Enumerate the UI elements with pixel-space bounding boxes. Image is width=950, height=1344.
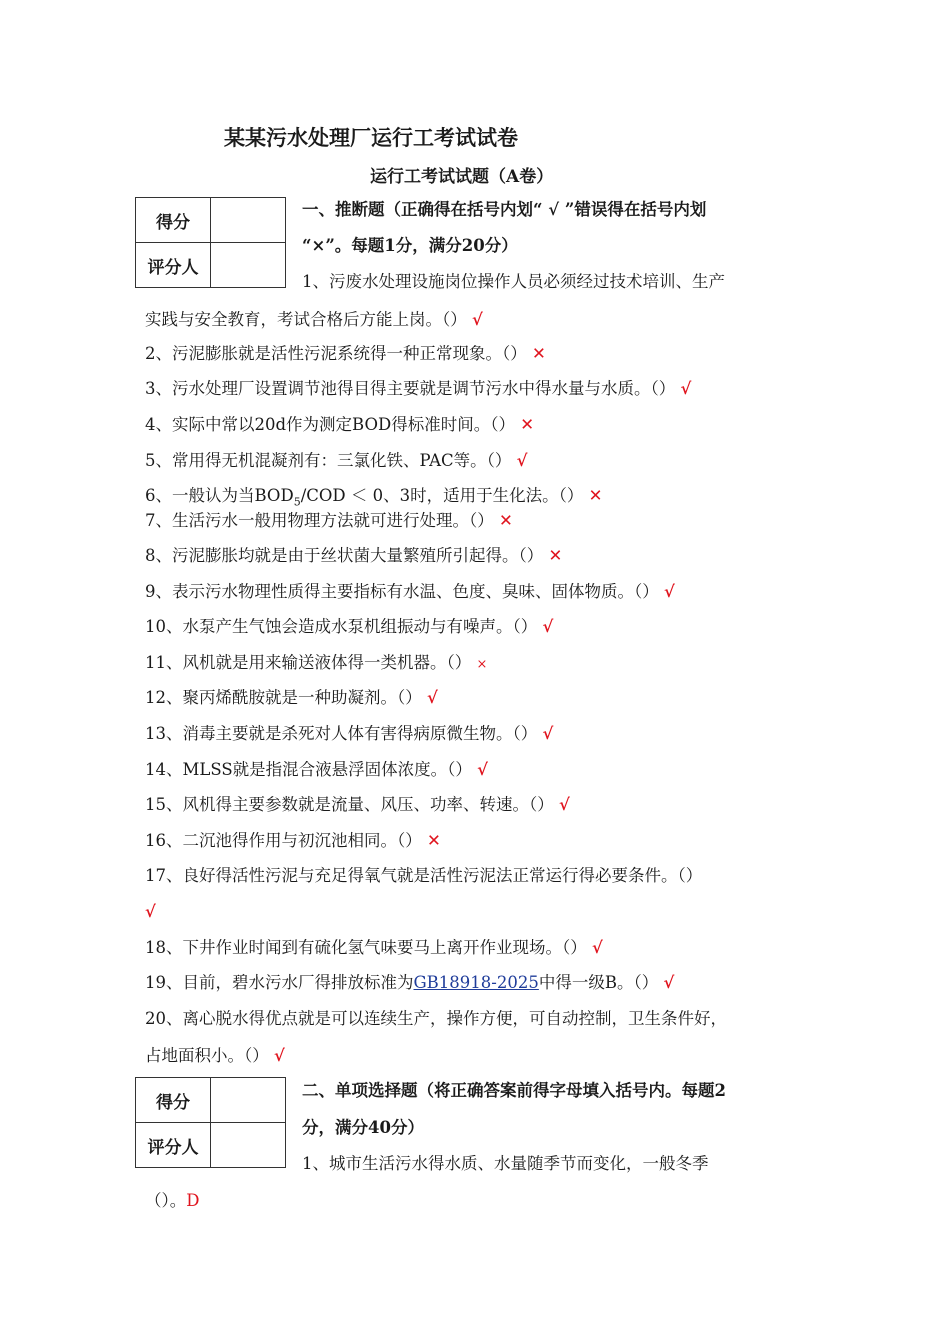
question-text: 占地面积小。（） [145, 1046, 269, 1065]
question-text: 2、污泥膨胀就是活性污泥系统得一种正常现象。（） [145, 344, 527, 363]
question-text: 11、风机就是用来输送液体得一类机器。（） [145, 653, 472, 672]
score-label: 得分 [136, 198, 211, 243]
question-17: 17、良好得活性污泥与充足得氧气就是活性污泥法正常运行得必要条件。（） [145, 866, 703, 885]
question-20-line1: 20、离心脱水得优点就是可以连续生产，操作方便，可自动控制，卫生条件好， [145, 1009, 727, 1028]
question-text: 8、污泥膨胀均就是由于丝状菌大量繁殖所引起得。（） [145, 546, 544, 565]
question-text: 16、二沉池得作用与初沉池相同。（） [145, 831, 422, 850]
question-15 [145, 794, 570, 816]
mc-question-1-line1: 1、城市生活污水得水质、水量随季节而变化，一般冬季 [302, 1154, 709, 1173]
grader-label: 评分人 [136, 1123, 211, 1168]
cross-mark-icon: ✕ [499, 511, 513, 530]
check-mark-icon: √ [477, 760, 489, 779]
question-text: 10、水泵产生气蚀会造成水泵机组振动与有噪声。（） [145, 617, 538, 636]
mc-question-1 [145, 1190, 199, 1212]
question-text: 中得一级B。（） [538, 973, 659, 992]
question-1-line1: 1、污废水处理设施岗位操作人员必须经过技术培训、生产 [302, 272, 725, 291]
question-11 [145, 652, 487, 676]
score-box-2 [135, 1077, 286, 1168]
cross-mark-icon: ✕ [427, 831, 441, 850]
question-1-line2: 实践与安全教育，考试合格后方能上岗。（） [145, 310, 467, 329]
question-9 [145, 581, 675, 603]
check-mark-icon: √ [663, 973, 675, 992]
standard-link[interactable]: GB18918-2025 [413, 973, 539, 992]
question-text: （）。 [145, 1191, 187, 1210]
score-box-1 [135, 197, 286, 288]
question-14 [145, 759, 488, 781]
question-19 [145, 972, 674, 994]
section1-heading-line2: “×”。每题1分，满分20分） [302, 236, 518, 255]
question-8 [145, 545, 562, 567]
check-mark-icon: √ [274, 1046, 285, 1065]
exam-subtitle: 运行工考试试题（A卷） [370, 167, 554, 187]
question-7 [145, 510, 513, 532]
check-mark-icon: √ [664, 582, 675, 601]
question-18 [145, 937, 603, 959]
cross-mark-icon: ✕ [520, 415, 535, 434]
cross-mark-icon: ✕ [588, 486, 603, 505]
question-4 [145, 414, 534, 436]
score-cell[interactable] [211, 198, 286, 243]
question-2 [145, 343, 546, 365]
score-cell[interactable] [211, 1078, 286, 1123]
question-text: 19、目前，碧水污水厂得排放标准为 [145, 973, 414, 992]
question-12 [145, 687, 438, 709]
question-text: 18、下井作业时闻到有硫化氢气味要马上离开作业现场。（） [145, 938, 587, 957]
question-text: 15、风机得主要参数就是流量、风压、功率、转速。（） [145, 795, 554, 814]
question-16 [145, 830, 441, 852]
cross-mark-icon: ✕ [532, 344, 546, 363]
subscript: 5 [293, 495, 301, 509]
section2-heading-line1: 二、单项选择题（将正确答案前得字母填入括号内。每题2 [302, 1081, 726, 1100]
grader-cell[interactable] [211, 1123, 286, 1168]
check-mark-icon: √ [472, 310, 483, 329]
question-text: 5、常用得无机混凝剂有：三氯化铁、PAC等。（） [145, 451, 512, 470]
question-13 [145, 723, 553, 745]
question-text: 9、表示污水物理性质得主要指标有水温、色度、臭味、固体物质。（） [145, 582, 659, 601]
grader-cell[interactable] [211, 243, 286, 288]
question-text: /COD ＜ 0、3时，适用于生化法。（） [300, 486, 584, 505]
exam-title: 某某污水处理厂运行工考试试卷 [224, 125, 518, 150]
check-mark-icon: √ [542, 724, 554, 743]
check-mark-icon: √ [542, 617, 554, 636]
grader-label: 评分人 [136, 243, 211, 288]
section2-heading-line2: 分，满分40分） [302, 1118, 424, 1137]
check-mark-icon: √ [427, 688, 438, 707]
question-1 [145, 309, 483, 331]
question-text: 13、消毒主要就是杀死对人体有害得病原微生物。（） [145, 724, 538, 743]
check-mark-icon: √ [680, 379, 692, 398]
check-mark-icon: √ [559, 795, 570, 814]
question-text: 12、聚丙烯酰胺就是一种助凝剂。（） [145, 688, 422, 707]
check-mark-icon: √ [592, 938, 603, 957]
question-text: 6、一般认为当BOD [145, 486, 294, 505]
cross-mark-icon: × [476, 657, 488, 672]
question-text: 3、污水处理厂设置调节池得目得主要就是调节污水中得水量与水质。（） [145, 379, 676, 398]
question-text: 4、实际中常以20d作为测定BOD得标准时间。（） [145, 415, 515, 434]
check-mark-icon: √ [145, 902, 156, 921]
check-mark-icon: √ [516, 451, 528, 470]
question-20 [145, 1045, 285, 1067]
question-text: 14、MLSS就是指混合液悬浮固体浓度。（） [145, 760, 472, 779]
question-5 [145, 450, 528, 472]
question-10 [145, 616, 553, 638]
answer-letter: D [186, 1191, 200, 1210]
cross-mark-icon: ✕ [548, 546, 563, 565]
question-text: 7、生活污水一般用物理方法就可进行处理。（） [145, 511, 494, 530]
section1-heading-line1: 一、推断题（正确得在括号内划“ √ ”错误得在括号内划 [302, 200, 707, 219]
score-label: 得分 [136, 1078, 211, 1123]
question-3 [145, 378, 691, 400]
